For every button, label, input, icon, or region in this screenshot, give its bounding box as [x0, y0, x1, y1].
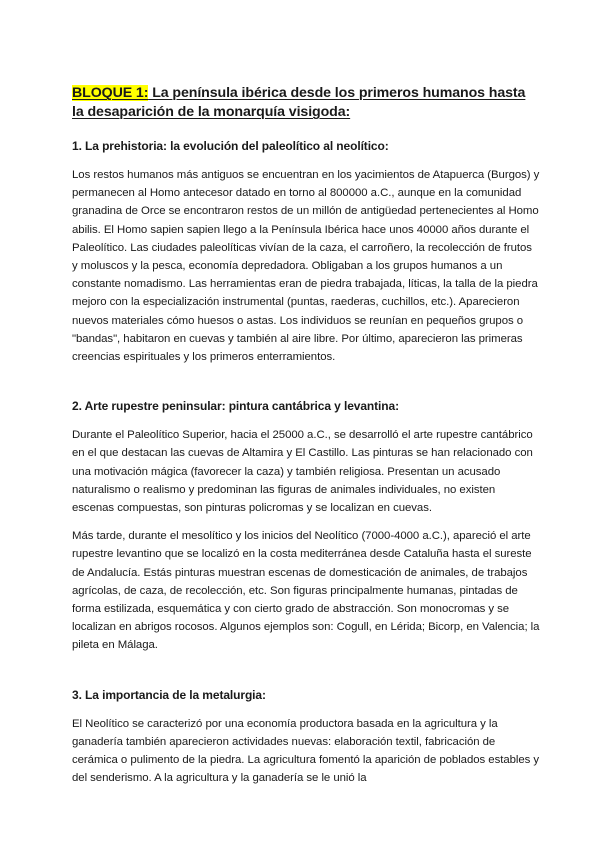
paragraph-prehistoria: Los restos humanos más antiguos se encuentran en los yacimientos de Atapuerca (Burgos) y permanecen al Homo antecesor datado en torno al 800000 a.C., aunque en la comunidad granadina de Orce se encontraron restos de un millón de antigüedad pertenecientes al Homo abilis. El Homo sapien sapien llego a la Península Ibérica hace unos 40000 años durante el Paleolítico. Las ciudades paleolíticas vivían de la caza, el carroñero, la recolección de frutos y moluscos y la pesca, economía depredadora. Obligaban a los grupos humanos a un constante nomadismo. Las herramientas eran de piedra trabajada, líticas, la talla de la piedra mejoro con la especialización instrumental (puntas, raederas, cuchillos, etc.). Aparecieron nuevos materiales cómo huesos o astas. Los individuos se reunían en pequeños grupos o "bandas", habitaron en cuevas y también al aire libre. Por último, aparecieron las primeras creencias espirituales y los primeros enterramientos. — [72, 169, 540, 364]
paragraph-arte-cantabrico: Durante el Paleolítico Superior, hacia el 25000 a.C., se desarrolló el arte rupestre cantábrico en el que destacan las cuevas de Altamira y El Castillo. Las pinturas se han relacionado con una motivación mágica (favorecer la caza) y también religiosa. Presentan un acusado naturalismo o realismo y predominan las figuras de animales individuales, no existen escenas compuestas, son pinturas policromas y se localizan en cuevas. — [72, 429, 533, 515]
section-heading-arte-rupestre: 2. Arte rupestre peninsular: pintura cantábrica y levantina: — [72, 399, 399, 414]
title-highlight-label: BLOQUE 1: — [72, 85, 149, 101]
section-gap — [72, 376, 540, 398]
section-heading-metalurgia: 3. La importancia de la metalurgia: — [72, 687, 266, 702]
paragraph-neolitico: El Neolítico se caracterizó por una economía productora basada en la agricultura y la ganadería también aparecieron actividades nuevas: elaboración textil, fabricación de cerámica o pulimento de la piedra. La agricultura fomentó la aparición de poblados estables y del senderismo. A la agricultura y la ganadería se le unió la — [72, 717, 540, 785]
section-heading-prehistoria: 1. La prehistoria: la evolución del paleolítico al neolítico: — [72, 139, 389, 153]
document-title — [72, 84, 540, 122]
title-text: La península ibérica desde los primeros humanos hasta la desaparición de la monarquía visigoda: — [72, 85, 526, 120]
section-gap — [72, 665, 540, 687]
paragraph-arte-levantino: Más tarde, durante el mesolítico y los inicios del Neolítico (7000-4000 a.C.), apareció el arte rupestre levantino que se localizó en la costa mediterránea desde Cataluña hasta el sureste de Andalucía. Estás pinturas muestran escenas de domesticación de animales, de trabajos agrícolas, de caza, de recolección, etc. Son figuras principalmente humanas, pintadas de forma estilizada, esquemática y con cierto grado de abstracción. Son monocromas y se localizan en abrigos rocosos. Algunos ejemplos son: Cogull, en Lérida; Bicorp, en Valencia; la pileta en Málaga. — [72, 530, 540, 652]
